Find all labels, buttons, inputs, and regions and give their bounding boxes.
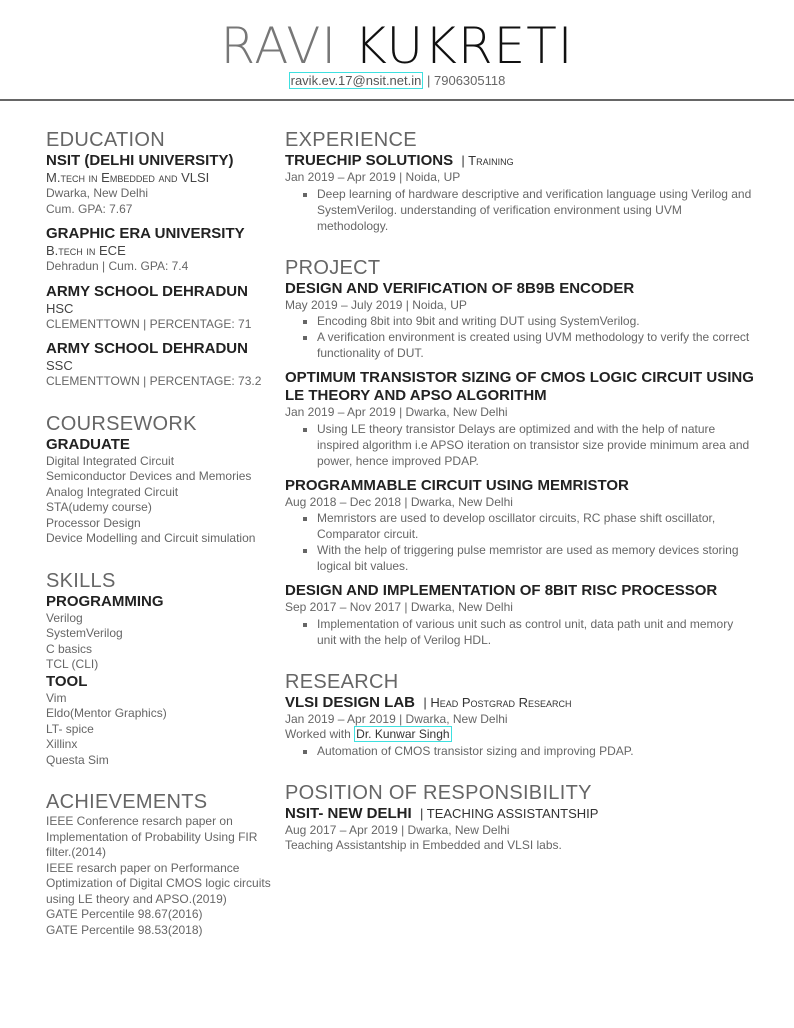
achievement-item: GATE Percentile 98.67(2016) <box>46 907 203 921</box>
education-item: ARMY SCHOOL DEHRADUN HSC CLEMENTTOWN | PERCENTAGE: 71 <box>46 282 252 331</box>
tool-item: LT- spice <box>46 721 94 736</box>
education-title: EDUCATION <box>46 129 165 151</box>
project-item: DESIGN AND VERIFICATION OF 8B9B ENCODER May 2019 – July 2019 | Noida, UP ▪ Encoding 8bit into 9bit and writing DUT using SystemVerilog. ▪ A verification environment is created using UVM methodology to verify the correct functionality of DUT. <box>285 280 755 362</box>
achievements-title: ACHIEVEMENTS <box>46 791 208 813</box>
achievement-item: IEEE resarch paper on Performance Optimization of Digital CMOS logic circuits using LE theory and APSO.(2019) <box>46 860 271 906</box>
skill-item: Verilog <box>46 610 83 625</box>
course-item: Analog Integrated Circuit <box>46 484 179 499</box>
coursework-title: COURSEWORK <box>46 412 197 435</box>
project-item: DESIGN AND IMPLEMENTATION OF 8BIT RISC PROCESSOR Sep 2017 – Nov 2017 | Dwarka, New Delhi ▪ Implementation of various unit such as control unit, data path unit and memory unit with the help of Verilog HDL. <box>285 582 755 648</box>
right-column: EXPERIENCE TRUECHIP SOLUTIONS | Training Jan 2019 – Apr 2019 | Noida, UP ▪ Deep learning of hardware descriptive and verification language using Verilog and SystemVerilog. understanding of verification environment using UVM methodology. PROJECT DESIGN AND VERIFICATION OF 8B9B ENCODER May 2019 – July 2019 | Noida, UP ▪ Encoding 8bit into 9bit and writing DUT using SystemVerilog. ▪ A verification environment is created using UVM methodology to verify the correct functionality of DUT. OPTIMUM TRANSISTOR SIZING OF CMOS LOGIC CIRCUIT USING LE THEORY AND APSO ALGORITHM Jan 2019 – Apr 2019 | Dwarka, New Delhi ▪ Using LE theory transistor Delays are optimized and with the help of nature inspired algorithm i.e APSO iteration on transistor size provide minimum area and power, hence improved PDAP. PROGRAMMABLE CIRCUIT USING MEMRISTOR Aug 2018 – Dec 2018 | Dwarka, New Delhi ▪ Memristors are used to develop oscillator circuits, RC phase shift oscillator, Comparator circuit. ▪ With the help of triggering pulse memristor are used as memory devices storing logical bit values. DESIGN AND IMPLEMENTATION OF 8BIT RISC PROCESSOR Sep 2017 – Nov 2017 | Dwarka, New Delhi ▪ Implementation of various unit such as control unit, data path unit and memory unit with the help of Verilog HDL. RESEARCH VLSI DESIGN LAB | Head Postgrad Research Jan 2019 – Apr 2019 | Dwarka, New Delhi Worked with Dr. Kunwar Singh ▪ Automation of CMOS transistor sizing and improving PDAP. POSITION OF RESPONSIBILITY NSIT- NEW DELHI | TEACHING ASSISTANTSHIP Aug 2017 – Apr 2019 | Dwarka, New Delhi Teaching Assistantship in Embedded and VLSI labs. <box>285 128 755 854</box>
tool-item: Questa Sim <box>46 752 109 767</box>
skill-item: C basics <box>46 641 93 656</box>
phone: 7906305118 <box>434 73 506 88</box>
tool-item: Vim <box>46 690 67 705</box>
contact-line: ravik.ev.17@nsit.net.in | 7906305118 <box>290 73 506 88</box>
candidate-name: RAVI KUKRETI <box>220 17 574 75</box>
left-column: EDUCATION NSIT (DELHI UNIVERSITY) M.tech in Embedded and VLSI Dwarka, New Delhi Cum. GPA: 7.67 GRAPHIC ERA UNIVERSITY B.tech in ECE Dehradun | Cum. GPA: 7.4 ARMY SCHOOL DEHRADUN HSC CLEMENTTOWN | PERCENTAGE: 71 ARMY SCHOOL DEHRADUN SSC CLEMENTTOWN | PERCENTAGE: 73.2 COURSEWORK GRADUATE Digital Integrated Circuit Semiconductor Devices and Memories Analog Integrated Circuit STA(udemy course) Processor Design Device Modelling and Circuit simulation SKILLS PROGRAMMING Verilog SystemVerilog C basics TCL (CLI) TOOL Vim Eldo(Mentor Graphics) LT- spice Xillinx Questa Sim ACHIEVEMENTS IEEE Conference resarch paper on Implementation of Probability Using FIR filter.(2014) IEEE resarch paper on Performance Optimization of Digital CMOS logic circuits using LE theory and APSO.(2019) GATE Percentile 98.67(2016) GATE Percentile 98.53(2018) <box>46 128 278 938</box>
tool-item: Xillinx <box>46 737 78 751</box>
course-item: Processor Design <box>46 515 141 530</box>
research-title: RESEARCH <box>285 670 399 693</box>
course-item: Device Modelling and Circuit simulation <box>46 531 256 545</box>
education-item: ARMY SCHOOL DEHRADUN SSC CLEMENTTOWN | PERCENTAGE: 73.2 <box>46 340 262 388</box>
project-item: PROGRAMMABLE CIRCUIT USING MEMRISTOR Aug 2018 – Dec 2018 | Dwarka, New Delhi ▪ Memristors are used to develop oscillator circuits, RC phase shift oscillator, Comparator circuit. ▪ With the help of triggering pulse memristor are used as memory devices storing logical bit values. <box>285 477 755 575</box>
course-item: Digital Integrated Circuit <box>46 453 175 468</box>
course-item: STA(udemy course) <box>46 500 152 514</box>
education-item: NSIT (DELHI UNIVERSITY) M.tech in Embedded and VLSI Dwarka, New Delhi Cum. GPA: 7.67 <box>46 152 234 216</box>
skill-item: TCL (CLI) <box>46 657 99 671</box>
advisor-link[interactable]: Dr. Kunwar Singh <box>356 727 450 741</box>
skill-item: SystemVerilog <box>46 626 123 640</box>
project-title: PROJECT <box>285 256 381 279</box>
email-link[interactable]: ravik.ev.17@nsit.net.in <box>290 73 422 88</box>
achievement-item: GATE Percentile 98.53(2018) <box>46 922 203 937</box>
experience-title: EXPERIENCE <box>285 129 417 151</box>
education-item: GRAPHIC ERA UNIVERSITY B.tech in ECE Dehradun | Cum. GPA: 7.4 <box>46 225 245 273</box>
skills-title: SKILLS <box>46 569 116 592</box>
resume-header <box>0 0 794 101</box>
responsibility-title: POSITION OF RESPONSIBILITY <box>285 781 592 804</box>
project-item: OPTIMUM TRANSISTOR SIZING OF CMOS LOGIC CIRCUIT USING LE THEORY AND APSO ALGORITHM Jan 2019 – Apr 2019 | Dwarka, New Delhi ▪ Using LE theory transistor Delays are optimized and with the help of nature inspired algorithm i.e APSO iteration on transistor size provide minimum area and power, hence improved PDAP. <box>285 369 755 469</box>
course-item: Semiconductor Devices and Memories <box>46 469 252 483</box>
company: TRUECHIP SOLUTIONS <box>285 152 454 169</box>
achievement-item: IEEE Conference resarch paper on Implementation of Probability Using FIR filter.(2014) <box>46 814 258 859</box>
tool-item: Eldo(Mentor Graphics) <box>46 706 167 720</box>
